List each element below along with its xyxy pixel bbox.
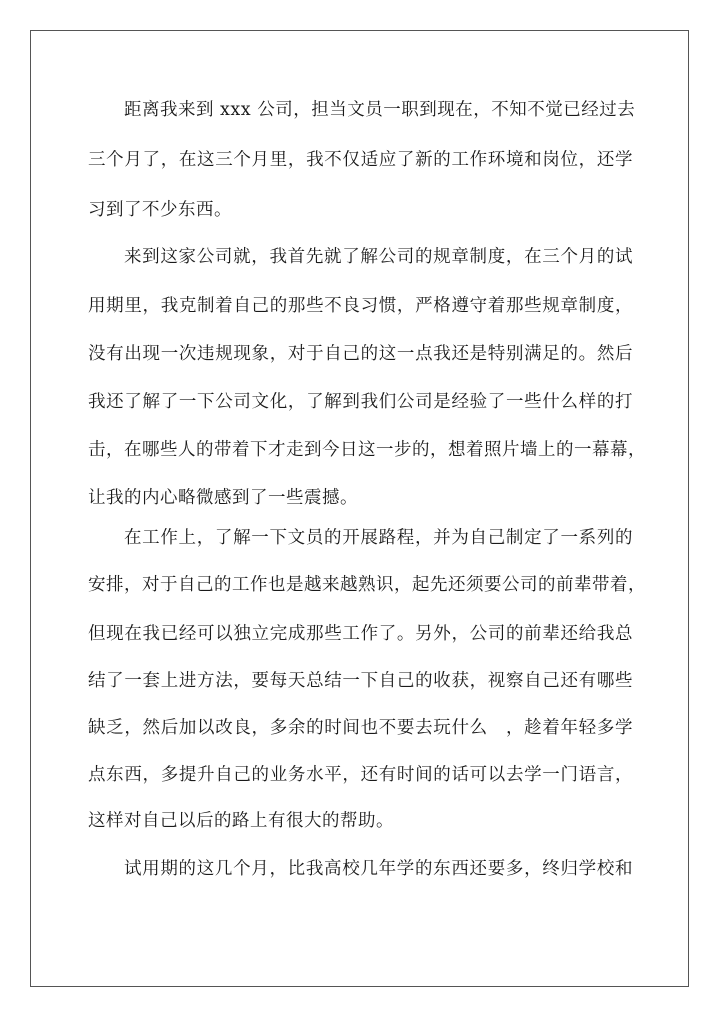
paragraph-1-line-3: 习到了不少东西。 (88, 200, 232, 220)
paragraph-3-line-4: 结了一套上进方法，要每天总结一下自己的收获，视察自己还有哪些 (88, 671, 633, 691)
paragraph-4-line-1: 试用期的这几个月，比我高校几年学的东西还要多，终归学校和 (124, 859, 633, 879)
paragraph-3-line-3: 但现在我已经可以独立完成那些工作了。另外，公司的前辈还给我总 (88, 624, 633, 644)
paragraph-2-line-2: 用期里，我克制着自己的那些不良习惯，严格遵守着那些规章制度， (88, 296, 633, 316)
paragraph-3-line-2: 安排，对于自己的工作也是越来越熟识，起先还须要公司的前辈带着， (88, 575, 646, 595)
paragraph-2-line-1: 来到这家公司就，我首先就了解公司的规章制度，在三个月的试 (124, 247, 633, 267)
paragraph-3-line-1: 在工作上，了解一下文员的开展路程，并为自己制定了一系列的 (124, 528, 633, 548)
paragraph-2-line-5: 击，在哪些人的带着下才走到今日这一步的，想着照片墙上的一幕幕， (88, 440, 646, 460)
paragraph-3-line-5: 缺乏，然后加以改良，多余的时间也不要去玩什么 ，趁着年轻多学 (88, 718, 633, 738)
paragraph-2-line-4: 我还了解了一下公司文化，了解到我们公司是经验了一些什么样的打 (88, 392, 633, 412)
paragraph-3-line-7: 这样对自己以后的路上有很大的帮助。 (88, 811, 394, 831)
paragraph-1-line-1: 距离我来到 xxx 公司，担当文员一职到现在，不知不觉已经过去 (124, 100, 636, 120)
paragraph-3-line-6: 点东西，多提升自己的业务水平，还有时间的话可以去学一门语言， (88, 765, 633, 785)
paragraph-2-line-6: 让我的内心略微感到了一些震撼。 (88, 488, 358, 508)
paragraph-1-line-2: 三个月了，在这三个月里，我不仅适应了新的工作环境和岗位，还学 (88, 150, 633, 170)
paragraph-2-line-3: 没有出现一次违规现象，对于自己的这一点我还是特别满足的。然后 (88, 344, 633, 364)
